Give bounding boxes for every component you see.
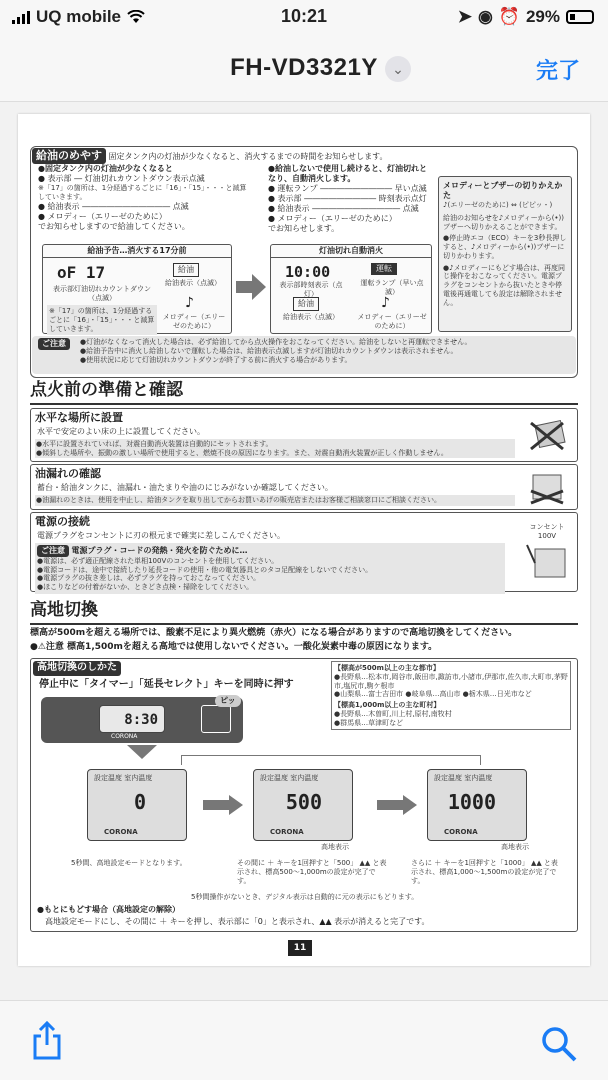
- level-placement-box: [30, 408, 578, 462]
- panel-line: 給油のお知らせを♪メロディーから(•))ブザーへ切りかえることができます。: [443, 213, 565, 231]
- item-note: ●油漏れのときは、使用を中止し、給油タンクを取り出してからお買いあげの販売店またはお客様ご相談窓口にご相談ください。: [35, 495, 515, 506]
- run-lamp-label: 運転ランプ（早い点滅）: [360, 279, 424, 296]
- notice-head: 電源プラグ・コードの発熱・発火を防ぐために…: [71, 545, 248, 555]
- altitude-warning: ●⚠注意 標高1,500mを超える高地では使用しないでください。一酸化炭素中毒の原因になります。: [30, 642, 438, 652]
- panel-line: ●停止時エコ（ECO）キーを3秒長押しすると、♪メロディーから(•))ブザーに切りかわります。: [443, 234, 567, 260]
- howto-instruction: 停止中に「タイマー」「延長セレクト」キーを同時に押す: [39, 679, 294, 690]
- page-number: 11: [288, 940, 312, 956]
- melody-label: メロディー（エリーゼのために）: [162, 313, 226, 330]
- share-icon[interactable]: [32, 1021, 62, 1061]
- section-title: 点火前の準備と確認: [30, 380, 578, 405]
- timeout-note: 5秒間操作がないとき、デジタル表示は自動的に元の表示にもどります。: [191, 893, 419, 901]
- refuel-warning-box: [42, 244, 232, 334]
- arrow-down-icon: [127, 745, 157, 759]
- cities-title: 【標高が500m以上の主な都市】: [334, 664, 440, 672]
- refuel-right-line: ● メロディー（エリーゼのために）: [268, 214, 397, 223]
- notice-line: ●電源プラグの抜き差しは、必ずプラグを持っておこなってください。: [37, 574, 261, 583]
- melody-buzzer-panel: [438, 176, 572, 332]
- power-connection-box: [30, 512, 578, 592]
- display-value: 500: [285, 790, 322, 814]
- clock-display: 10:00: [285, 263, 331, 281]
- clock-display-label: 表示部時刻表示（点灯）: [279, 281, 343, 298]
- cities-title: 【標高1,000m以上の主な町村】: [334, 701, 441, 709]
- display-value: 1000: [447, 790, 496, 814]
- auto-shutoff-box: [270, 244, 432, 334]
- music-note-icon: ♪: [381, 295, 390, 311]
- navigation-bar: [0, 34, 608, 102]
- refuel-header: [32, 148, 572, 164]
- notice-line: ●電源は、必ず適正配線された単相100Vのコンセントを使用してください。: [37, 556, 279, 565]
- city-line: ●長野県…木曽町,川上村,原村,南牧村: [334, 709, 452, 718]
- refuel-indicator: 給油: [293, 297, 319, 311]
- refuel-notice: [32, 336, 576, 374]
- melody-label: メロディー（エリーゼのために）: [357, 313, 427, 330]
- brand-label: CORONA: [270, 828, 304, 836]
- step-caption: さらに ＋ キーを1回押すと「1000」 ▲▲ と表示され、標高1,000～1,500mの設定が完了です。: [411, 859, 558, 885]
- refuel-left-line: ● メロディー（エリーゼのために）: [38, 211, 167, 221]
- altitude-howto-box: [30, 658, 578, 932]
- refuel-indicator-label: 給油表示（点滅）: [283, 313, 339, 321]
- refuel-left-line: でお知らせしますので給油してください。: [38, 221, 190, 231]
- notice-line: ●給油予告中に消火し給油しないで運転した場合は、給油表示点滅しますが灯油切れカウントダウンは表示されません。: [80, 346, 458, 355]
- refuel-intro: 固定タンク内の灯油が少なくなると、消火するまでの時間をお知らせします。: [108, 152, 388, 161]
- item-note: ●傾斜した場所や、振動の激しい場所で使用すると、燃焼不良の原因になります。また、対震自動消火装置が正しく作動しません。: [36, 448, 448, 457]
- refuel-indicator-label: 給油表示（点滅）: [165, 279, 221, 287]
- refuel-right-line: ● 給油表示 ――――――――――― 点滅: [268, 204, 419, 213]
- location-icon: ➤: [457, 7, 472, 26]
- arrow-right-icon: [377, 795, 417, 815]
- refuel-right-text: [268, 164, 433, 234]
- refuel-tag: 給油のめやす: [32, 148, 106, 164]
- box-title: 灯油切れ自動消火: [271, 245, 431, 258]
- notice-tag: ご注意: [37, 545, 69, 557]
- howto-tag: 高地切換のしかた: [33, 661, 121, 676]
- refuel-right-title: ●給油しないで使用し続けると、灯油切れとなり、自動消火します。: [268, 164, 427, 183]
- refuel-left-title: ●固定タンク内の灯油が少なくなると: [38, 164, 173, 173]
- item-title: 電源の接続: [35, 515, 90, 528]
- panel-display: 8:30: [124, 712, 158, 728]
- refuel-left-line: ※「17」の箇所は、1分経過するごとに「16」・「15」・・・と減算していきます。: [38, 184, 247, 201]
- carrier-label: UQ mobile: [36, 7, 122, 26]
- city-line: ●長野県…松本市,岡谷市,飯田市,諏訪市,小諸市,伊那市,佐久市,大町市,茅野市,塩尻市,駒ケ根市: [334, 672, 568, 690]
- outlet-label: コンセント 100V: [529, 523, 565, 540]
- refuel-left-text: [38, 164, 253, 232]
- item-text: 電源プラグをコンセントに刃の根元まで確実に差しこんでください。: [37, 530, 285, 540]
- cities-list: [331, 661, 571, 730]
- altitude-indicator-label: 高地表示: [501, 843, 529, 851]
- refuel-right-line: ● 運転ランプ ――――――――― 早い点滅: [268, 184, 427, 193]
- search-icon[interactable]: [540, 1025, 578, 1063]
- display-step-3: [427, 769, 527, 841]
- heater-icon: [527, 471, 567, 505]
- item-title: 油漏れの確認: [35, 467, 101, 480]
- rotation-lock-icon: ◉: [477, 7, 493, 26]
- panel-line: ●♪メロディーにもどす場合は、再度同じ操作をおこなってください。電源プラグをコンセントから抜いたときや停電後再通電しても設定は解除されません。: [443, 263, 566, 307]
- refuel-right-line: ● 表示部 ――――――――― 時刻表示点灯: [268, 194, 427, 203]
- refuel-left-line: ● 給油表示 ――――――――――― 点滅: [38, 201, 189, 211]
- arrow-right-icon: [203, 795, 243, 815]
- chevron-down-icon[interactable]: ⌄: [385, 56, 411, 82]
- reset-title: ●もとにもどす場合（高地設定の解除）: [37, 905, 180, 914]
- brand-label: CORONA: [444, 828, 478, 836]
- oil-leak-box: [30, 464, 578, 510]
- reset-text: 高地設定モードにし、その間に ＋ キーを押し、表示部に「0」と表示され、▲▲ 表示が消えると完了です。: [45, 917, 430, 926]
- display-header: 設定温度 室内温度: [260, 774, 319, 782]
- document-title[interactable]: FH-VD3321Y: [230, 54, 378, 81]
- item-text: 蓄台・給油タンクに、油漏れ・油たまりや油のにじみがないか確認してください。: [37, 482, 333, 492]
- display-value: 0: [133, 790, 146, 814]
- run-lamp: 運転: [371, 263, 397, 275]
- display-step-1: [87, 769, 187, 841]
- beep-bubble: ピッ: [215, 695, 241, 707]
- refuel-indicator: 給油: [173, 263, 199, 277]
- countdown-display: oF 17: [57, 263, 106, 282]
- brand-label: CORONA: [104, 828, 138, 836]
- bottom-toolbar: [0, 1000, 608, 1080]
- display-step-2: [253, 769, 353, 841]
- display-header: 設定温度 室内温度: [434, 774, 493, 782]
- item-title: 水平な場所に設置: [35, 411, 123, 424]
- step-caption: 5秒間、高地設定モードとなります。: [71, 859, 187, 867]
- item-note: ●水平に設置されていれば、対震自動消火装置は自動的にセットされます。: [36, 439, 273, 448]
- heater-plug-icon: [525, 543, 571, 581]
- countdown-label: 表示部灯油切れカウントダウン（点滅）: [53, 285, 151, 302]
- refuel-right-line: でお知らせします。: [268, 224, 340, 233]
- battery-icon: [566, 10, 594, 24]
- battery-percent: 29%: [525, 7, 560, 26]
- arrow-right-icon: [236, 274, 266, 300]
- display-header: 設定温度 室内温度: [94, 774, 153, 782]
- countdown-note: ※「17」の箇所は、1分経過するごとに「16」・「15」・・・と減算していきます。: [47, 305, 157, 335]
- alarm-icon: ⏰: [498, 7, 520, 26]
- notice-line: ●ほこりなどの付着がないか、ときどき点検・掃除をしてください。: [37, 583, 254, 591]
- box-title: 給油予告…消火する17分前: [43, 245, 231, 258]
- brand-label: CORONA: [111, 733, 138, 740]
- done-button[interactable]: 完了: [535, 58, 580, 83]
- music-note-icon: ♪: [185, 295, 194, 311]
- clock: 10:21: [280, 6, 328, 26]
- panel-subtitle: ♪(エリーゼのために) ⇔ (ピピッ・): [443, 201, 553, 209]
- notice-line: ●使用状況に応じて灯油切れカウントダウンが終了する前に消火する場合があります。: [80, 355, 352, 364]
- city-line: ●山梨県…富士吉田市 ●岐阜県…高山市 ●栃木県…日光市など: [334, 690, 532, 699]
- panel-title: メロディーとブザーの切りかえかた: [443, 181, 563, 200]
- item-text: 水平で安定のよい床の上に設置してください。: [37, 426, 205, 436]
- heater-tilt-icon: [527, 419, 567, 453]
- control-panel-image: [41, 697, 243, 743]
- step-caption: その間に ＋ キーを1回押すと「500」 ▲▲ と表示され、標高500～1,000mの設定が完了です。: [237, 859, 387, 885]
- notice-line: ●電源コードは、途中で接続したり延長コードの使用・他の電気器具とのタコ足配線をしないでください。: [37, 565, 373, 574]
- notice-line: ●灯油がなくなって消火した場合は、必ず給油してから点火操作をおこなってください。給油をしないと再運転できません。: [80, 338, 472, 346]
- altitude-line: 標高が500mを超える場所では、酸素不足により異火燃焼（赤火）になる場合がありますので高地切換をしてください。: [30, 628, 518, 638]
- notice-tag: ご注意: [38, 338, 70, 350]
- refuel-left-line: ● 表示部 ― 灯油切れカウントダウン表示点滅: [38, 174, 205, 183]
- document-page[interactable]: [18, 114, 590, 966]
- city-line: ●群馬県…草津町など: [334, 718, 404, 727]
- altitude-indicator-label: 高地表示: [321, 843, 349, 851]
- section-title: 高地切換: [30, 600, 578, 625]
- status-bar: [0, 0, 608, 34]
